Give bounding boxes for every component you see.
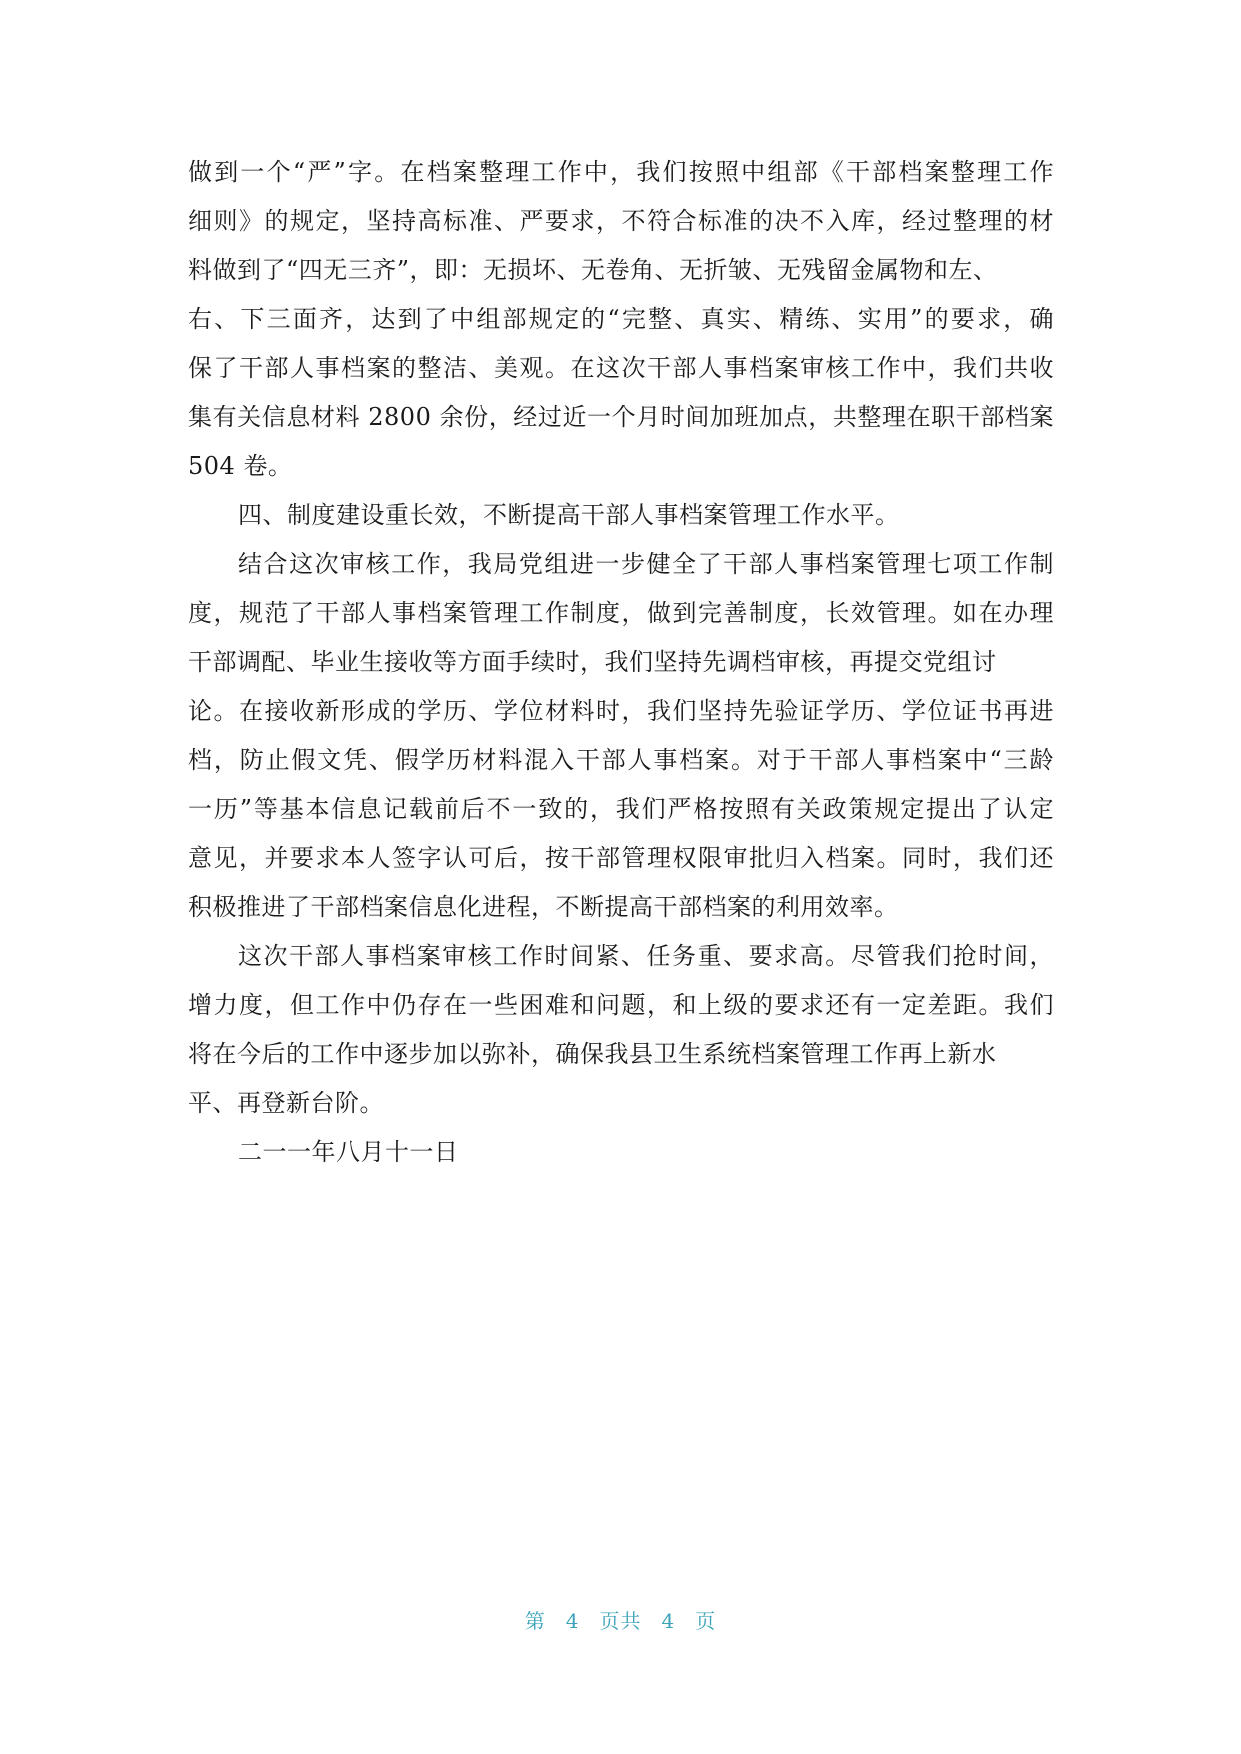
text-line: 论。在接收新形成的学历、学位材料时，我们坚持先验证学历、学位证书再进: [188, 697, 1054, 725]
text-line: 细则》的规定，坚持高标准、严要求，不符合标准的决不入库，经过整理的材: [188, 207, 1054, 235]
footer-middle: 页共: [599, 1609, 642, 1633]
text-line: 干部调配、毕业生接收等方面手续时，我们坚持先调档审核，再提交党组讨: [188, 648, 997, 676]
text-line: 做到一个“严”字。在档案整理工作中，我们按照中组部《干部档案整理工作: [188, 158, 1054, 186]
document-body: [188, 148, 1054, 1177]
text-line: 结合这次审核工作，我局党组进一步健全了干部人事档案管理七项工作制: [238, 550, 1054, 578]
text-line: 增力度，但工作中仍存在一些困难和问题，和上级的要求还有一定差距。我们: [188, 991, 1054, 1019]
text-line: 保了干部人事档案的整洁、美观。在这次干部人事档案审核工作中，我们共收: [188, 354, 1054, 382]
footer-suffix: 页: [695, 1609, 717, 1633]
text-line: 右、下三面齐，达到了中组部规定的“完整、真实、精练、实用”的要求，确: [188, 305, 1054, 333]
footer-current-page: 4: [565, 1609, 580, 1633]
text-line: 504 卷。: [188, 452, 293, 480]
text-line: 意见，并要求本人签字认可后，按干部管理权限审批归入档案。同时，我们还: [188, 844, 1054, 872]
text-line: 度，规范了干部人事档案管理工作制度，做到完善制度，长效管理。如在办理: [188, 599, 1054, 627]
page-footer: [0, 1605, 1241, 1634]
text-line: 这次干部人事档案审核工作时间紧、任务重、要求高。尽管我们抢时间，: [238, 942, 1054, 970]
section-heading: 四、制度建设重长效，不断提高干部人事档案管理工作水平。: [238, 501, 900, 529]
footer-prefix: 第: [524, 1609, 546, 1633]
text-line: 将在今后的工作中逐步加以弥补，确保我县卫生系统档案管理工作再上新水: [188, 1040, 997, 1068]
text-line: 集有关信息材料 2800 余份，经过近一个月时间加班加点，共整理在职干部档案: [188, 403, 1054, 431]
text-line: 积极推进了干部档案信息化进程，不断提高干部档案的利用效率。: [188, 893, 899, 921]
footer-total-pages: 4: [661, 1609, 676, 1633]
text-line: 一历”等基本信息记载前后不一致的，我们严格按照有关政策规定提出了认定: [188, 795, 1054, 823]
text-line: 平、再登新台阶。: [188, 1089, 384, 1117]
text-line: 料做到了“四无三齐”，即：无损坏、无卷角、无折皱、无残留金属物和左、: [188, 256, 998, 284]
document-date: 二一一年八月十一日: [238, 1138, 459, 1166]
text-line: 档，防止假文凭、假学历材料混入干部人事档案。对于干部人事档案中“三龄: [188, 746, 1054, 774]
